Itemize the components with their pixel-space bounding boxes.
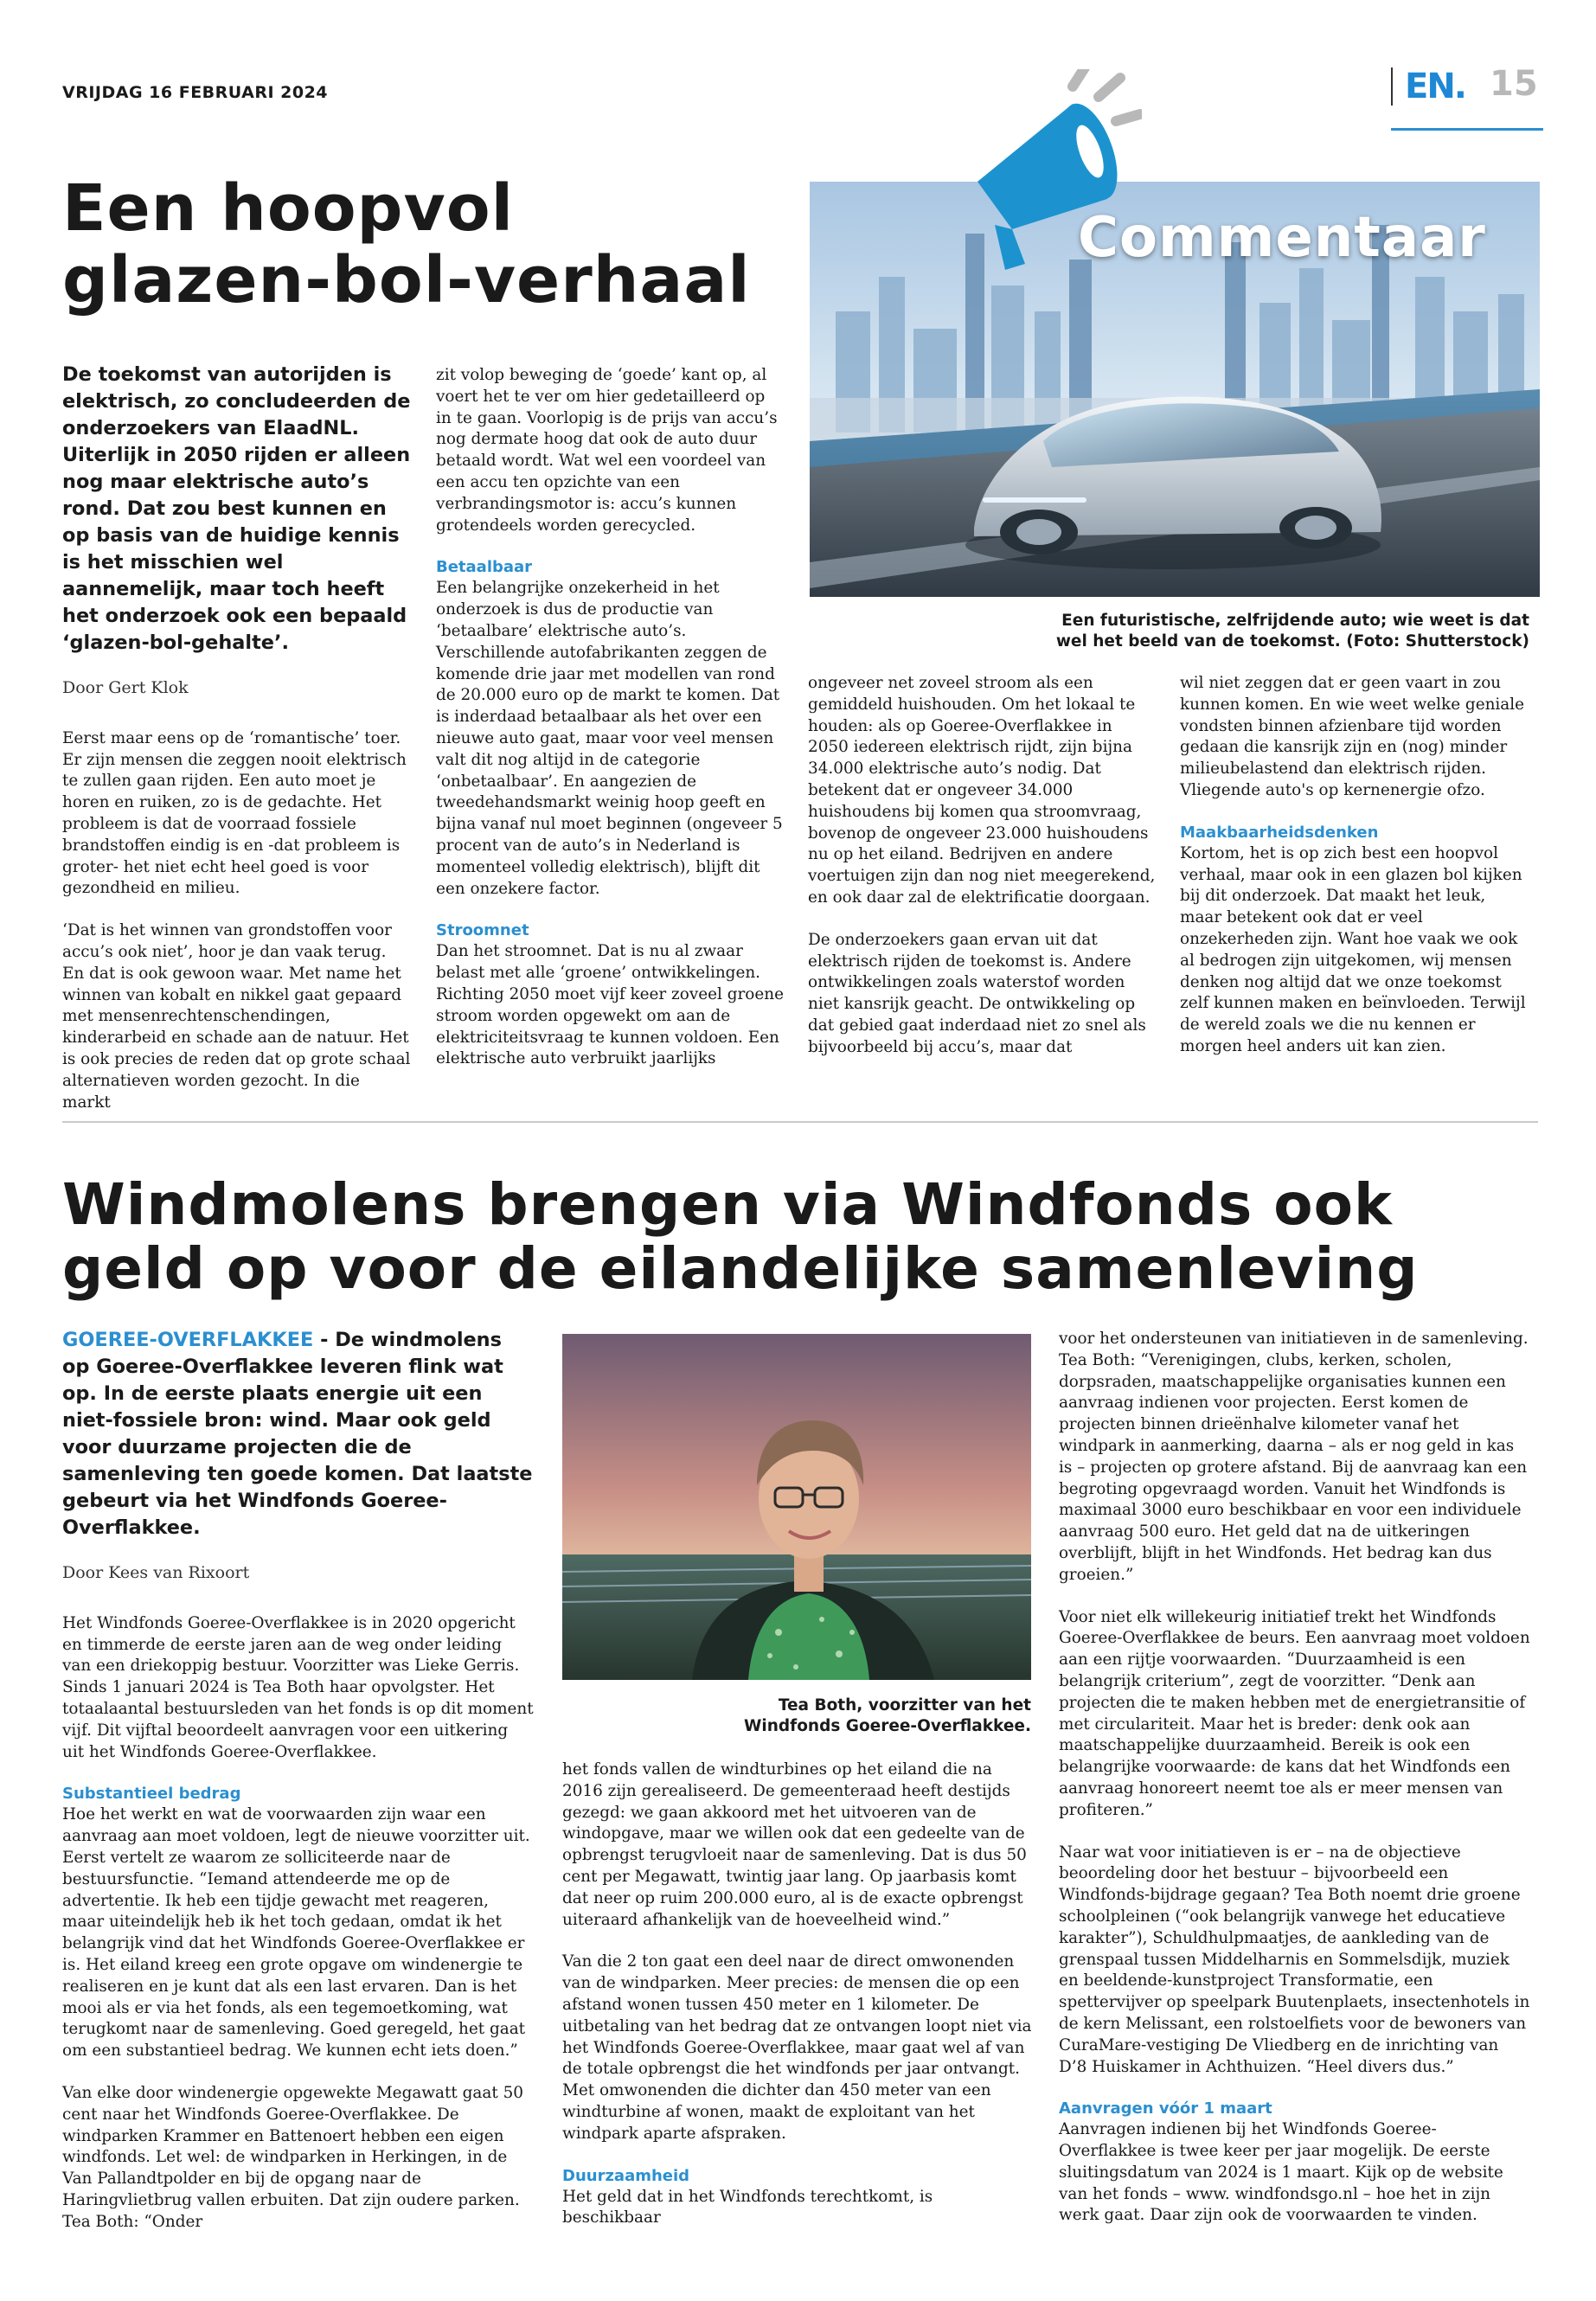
portrait-caption bbox=[562, 1695, 1031, 1737]
article1-paragraph: Een belangrijke onzekerheid in het onderzoek is dus de productie van ‘betaalbare’ elektrische auto’s. Verschillende autofabrikanten zeggen de komende drie jaar met modellen van rond de 20.000 euro op de markt te komen. Dat is inderdaad betaalbaar als het over een nieuwe auto gaat, maar voor veel mensen valt dit nog altijd in de categorie ‘onbetaalbaar’. En aangezien de tweedehandsmarkt weinig hoop geeft en bijna vanaf nul moet beginnen (ongeveer 5 procent van de auto’s in Nederland is momenteel volledig elektrisch), blijft dit een onzekere factor. bbox=[436, 579, 783, 898]
article2-paragraph: Hoe het werkt en wat de voorwaarden zijn waar een aanvraag aan moet voldoen, legt de nieuwe voorzitter uit. Eerst vertelt ze waarom ze solliciteerde naar de bestuursfunctie. “Iemand attendeerde me op de advertentie. Ik heb een tijdje gewacht met reageren, maar uiteindelijk heb ik het toch gedaan, omdat ik het belangrijk vind dat het Windfonds Goeree-Overflakkee er is. Het eiland kreeg een grote opgave om windenergie te realiseren en je kunt dat als een last ervaren. Dan is het mooi als er via het fonds, als een tegemoetkoming, wat terugkomt naar de samenleving. Goed geregeld, het gaat om een substantieel bedrag. We kunnen echt iets doen.” bbox=[62, 1805, 530, 2061]
article1-paragraph: ‘Dat is het winnen van grondstoffen voor accu’s ook niet’, hoor je dan vaak terug. En dat is ook gewoon waar. Met name het winnen van kobalt en nikkel gaat gepaard met mensenrechtenschendingen, kinderarbeid en schade aan de natuur. Het is ook precies de reden dat op grote schaal alternatieven worden gezocht. In die markt bbox=[62, 921, 411, 1112]
portrait-caption-line2: Windfonds Goeree-Overflakkee. bbox=[743, 1717, 1031, 1735]
article1-paragraph: Dan het stroomnet. Dat is nu al zwaar belast met alle ‘groene’ ontwikkelingen. Richting 2050 moet vijf keer zoveel groene stroom worden opgewekt om aan de elektriciteitsvraag te kunnen voldoen. Een elektrische auto verbruikt jaarlijks bbox=[436, 942, 784, 1068]
page-number: 15 bbox=[1490, 64, 1538, 104]
article1-column-4 bbox=[1180, 673, 1529, 1058]
article1-paragraph: ongeveer net zoveel stroom als een gemiddeld huishouden. Om het lokaal te houden: als op Goeree-Overflakkee in 2050 iedereen elektrisch rijdt, zijn bijna 34.000 elektrische auto’s nodig. Dat betekent dat er ongeveer 34.000 huishoudens bij komen qua stroomvraag, bovenop de ongeveer 23.000 huishoudens nu op het eiland. Bedrijven en andere voertuigen zijn dan nog niet meegerekend, en ook daar zal de elektrificatie doorgaan. bbox=[808, 674, 1156, 907]
article2-paragraph: het fonds vallen de windturbines op het eiland die na 2016 zijn gerealiseerd. De gemeenteraad heeft destijds gezegd: we gaan akkoord met het uitvoeren van de windopgave, maar we willen ook dat een gedeelte van de opbrengst terugvloeit naar de samenleving. Dat is dus 50 cent per Megawatt, twintig jaar lang. Op jaarbasis komt dat neer op ruim 200.000 euro, al is de exacte opbrengst uiteraard afhankelijk van de hoeveelheid wind.” bbox=[562, 1760, 1027, 1929]
brand bbox=[1391, 67, 1465, 106]
tea-both-portrait bbox=[562, 1334, 1031, 1680]
article1-paragraph: Eerst maar eens op de ‘romantische’ toer. Er zijn mensen die zeggen nooit elektrisch te zullen gaan rijden. Een auto moet je horen en ruiken, zo is de gedachte. Het probleem is dat de voorraad fossiele brandstoffen eindig is en -dat probleem is groter- het niet echt heel goed is voor gezondheid en milieu. bbox=[62, 728, 407, 898]
article2-paragraph: Aanvragen indienen bij het Windfonds Goeree-Overflakkee is twee keer per jaar mogelijk. De eerste sluitingsdatum van 2024 is 1 maart. Kijk op de website van het fonds – www. windfondsgo.nl – hoe het in zijn werk gaat. Daar zijn ook de voorwaarden te vinden. bbox=[1059, 2120, 1503, 2225]
portrait-illustration bbox=[562, 1334, 1031, 1680]
car-photo-caption-line1: Een futuristische, zelfrijdende auto; wie weet is dat bbox=[1061, 612, 1529, 630]
article1-paragraph: zit volop beweging de ‘goede’ kant op, al voert het te ver om hier gedetailleerd op in te gaan. Voorlopig is de prijs van accu’s nog dermate hoog dat ook de auto duur betaald wordt. Wat wel een voordeel van een accu ten opzichte van een verbrandingsmotor is: accu’s kunnen grotendeels worden gerecycled. bbox=[436, 366, 778, 535]
article1-paragraph: Kortom, het is op zich best een hoopvol verhaal, maar ook in een glazen bol kijken bij dit onderzoek. Dat maakt het leuk, maar betekent ook dat er veel onzekerheden zijn. Want hoe vaak we ook al bedrogen zijn uitgekomen, wij mensen denken nog altijd dat we onze toekomst zelf kunnen maken en beïnvloeden. Terwijl de wereld zoals we die nu kennen er morgen heel anders uit kan zien. bbox=[1180, 843, 1526, 1055]
article1-subheading: Maakbaarheidsdenken bbox=[1180, 823, 1379, 842]
article2-lead bbox=[62, 1327, 535, 1541]
article-divider bbox=[62, 1121, 1538, 1123]
article2-column-3 bbox=[1059, 1329, 1531, 2227]
article1-column-2 bbox=[436, 365, 784, 1070]
article1-subheading: Betaalbaar bbox=[436, 558, 533, 577]
section-label: Commentaar bbox=[1078, 206, 1486, 270]
article2-column-2 bbox=[562, 1759, 1035, 2229]
article2-dateline: GOEREE-OVERFLAKKEE bbox=[62, 1329, 314, 1351]
article1-headline-line1: Een hoopvol bbox=[62, 171, 514, 246]
article2-paragraph: Voor niet elk willekeurig initiatief trekt het Windfonds Goeree-Overflakkee de beurs. Een aanvraag moet voldoen aan een rijtje voorwaarden. “Duurzaamheid is een belangrijk criterium”, zegt de voorzitter. “Denk aan projecten die te maken hebben met de energietransitie of met circulariteit. Maar het is breder: denk ook aan maatschappelijke duurzaamheid. Bereik is ook een belangrijke voorwaarde: de kans dat het Windfonds een aanvraag honoreert neemt toe als er meer mensen van profiteren.” bbox=[1059, 1607, 1530, 1819]
article1-byline: Door Gert Klok bbox=[62, 678, 189, 697]
car-photo-caption-line2: wel het beeld van de toekomst. (Foto: Shutterstock) bbox=[1055, 632, 1529, 651]
article2-subheading: Duurzaamheid bbox=[562, 2166, 690, 2185]
article2-paragraph: voor het ondersteunen van initiatieven in de samenleving. Tea Both: “Verenigingen, clubs, kerken, scholen, dorpsraden, maatschappelijke organisaties kunnen een aanvraag indienen voor projecten. Eerst komen de projecten binnen drieënhalve kilometer vanaf het windpark in aanmerking, daarna – als er nog geld in kas is – projecten op grotere afstand. Bij de aanvraag kan een begroting opgevraagd worden. Vanuit het Windfonds is maximaal 3000 euro beschikbaar en voor een individuele aanvraag 500 euro. Het geld dat na de uitkeringen overblijft, blijft in het Windfonds. Het bedrag kan dus groeien.” bbox=[1059, 1330, 1529, 1584]
article1-column-1 bbox=[62, 362, 412, 1113]
article1-headline bbox=[62, 173, 806, 317]
article2-subheading: Substantieel bedrag bbox=[62, 1785, 241, 1804]
article1-headline-line2: glazen-bol-verhaal bbox=[62, 242, 751, 317]
article2-paragraph: Het Windfonds Goeree-Overflakkee is in 2020 opgericht en timmerde de eerste jaren aan de weg onder leiding van een driekoppig bestuur. Voorzitter was Lieke Gerris. Sinds 1 januari 2024 is Tea Both haar opvolgster. Het totaalaantal bestuursleden van het fonds is op dit moment vijf. Dit vijftal beoordeelt aanvragen voor een uitkering uit het Windfonds Goeree-Overflakkee. bbox=[62, 1613, 534, 1761]
article2-paragraph: Van die 2 ton gaat een deel naar de direct omwonenden van de windparken. Meer precies: de mensen die op een afstand wonen tussen 450 meter en 1 kilometer. De uitbetaling van het bedrag dat ze ontvangen loopt niet via het Windfonds Goeree-Overflakkee, maar gaat wel af van de totale opbrengst die het windfonds per jaar ontvangt. Met omwonenden die dichter dan 450 meter van een windturbine af wonen, maakt de exploitant van het windpark aparte afspraken. bbox=[562, 1952, 1032, 2143]
article2-paragraph: Naar wat voor initiatieven is er – na de objectieve beoordeling door het bestuur – bijvoorbeeld een Windfonds-bijdrage gegaan? Tea Both noemt drie groene schoolpleinen (“ook belangrijk vanwege het educatieve karakter”), Schuldhulpmaatjes, de aankleding van de grenspaal tussen Middelharnis en Sommelsdijk, muziek en beeldende-kunstproject Transformatie, een spettervijver op speelpark Buutenplaets, insectenhotels in de kern Melissant, een rolstoelfiets voor de bewoners van CuraMare-vestiging De Vliedberg en de inrichting van D’8 Huiskamer in Achthuizen. “Heel divers dus.” bbox=[1059, 1843, 1530, 2076]
article2-byline: Door Kees van Rixoort bbox=[62, 1563, 250, 1582]
article2-paragraph: Van elke door windenergie opgewekte Megawatt gaat 50 cent naar het Windfonds Goeree-Overflakkee. De windparken Krammer en Battenoert hebben een eigen windfonds. Let wel: de windparken in Herkingen, in de Van Pallandtpolder en bij de opgang naar de Haringvlietbrug vallen erbuiten. Dat zijn oudere parken. Tea Both: “Onder bbox=[62, 2083, 523, 2231]
car-photo-caption bbox=[810, 611, 1529, 652]
article2-headline-line1: Windmolens brengen via Windfonds ook bbox=[62, 1171, 1393, 1238]
issue-date: VRIJDAG 16 FEBRUARI 2024 bbox=[62, 83, 329, 102]
brand-logo: EN. bbox=[1405, 67, 1465, 106]
article1-paragraph: De onderzoekers gaan ervan uit dat elektrisch rijden de toekomst is. Andere ontwikkelingen zoals waterstof worden niet kansrijk geacht. De ontwikkeling op dat gebied gaat inderdaad niet zo snel als bijvoorbeeld bij accu’s, maar dat bbox=[808, 930, 1146, 1056]
article1-paragraph: wil niet zeggen dat er geen vaart in zou kunnen komen. En wie weet welke geniale vondsten binnen afzienbare tijd worden gedaan die kansrijk zijn en (nog) minder milieubelastend dan elektrisch rijden. Vliegende auto's op kernenergie ofzo. bbox=[1180, 674, 1525, 799]
article2-column-1 bbox=[62, 1327, 535, 2234]
header-rule bbox=[1391, 128, 1543, 131]
article2-headline bbox=[62, 1173, 1533, 1301]
article2-subheading: Aanvragen vóór 1 maart bbox=[1059, 2099, 1272, 2118]
portrait-caption-line1: Tea Both, voorzitter van het bbox=[778, 1696, 1031, 1715]
article1-column-3 bbox=[808, 673, 1156, 1059]
article1-lead: De toekomst van autorijden is elektrisch, zo concludeerden de onderzoekers van ElaadNL. Uiterlijk in 2050 rijden er alleen nog maar elektrische auto’s rond. Dat zou best kunnen en op basis van de huidige kennis is het misschien wel aannemelijk, maar toch heeft het onderzoek ook een bepaald ‘glazen-bol-gehalte’. bbox=[62, 363, 411, 654]
article2-headline-line2: geld op voor de eilandelijke samenleving bbox=[62, 1234, 1419, 1302]
article2-paragraph: Het geld dat in het Windfonds terechtkomt, is beschikbaar bbox=[562, 2187, 933, 2227]
article2-lead-text: - De windmolens op Goeree-Overflakkee leveren flink wat op. In de eerste plaats energie uit een niet-fossiele bron: wind. Maar ook geld voor duurzame projecten die de samenleving ten goede komen. Dat laatste gebeurt via het Windfonds Goeree-Overflakkee. bbox=[62, 1329, 533, 1539]
article1-subheading: Stroomnet bbox=[436, 921, 529, 940]
